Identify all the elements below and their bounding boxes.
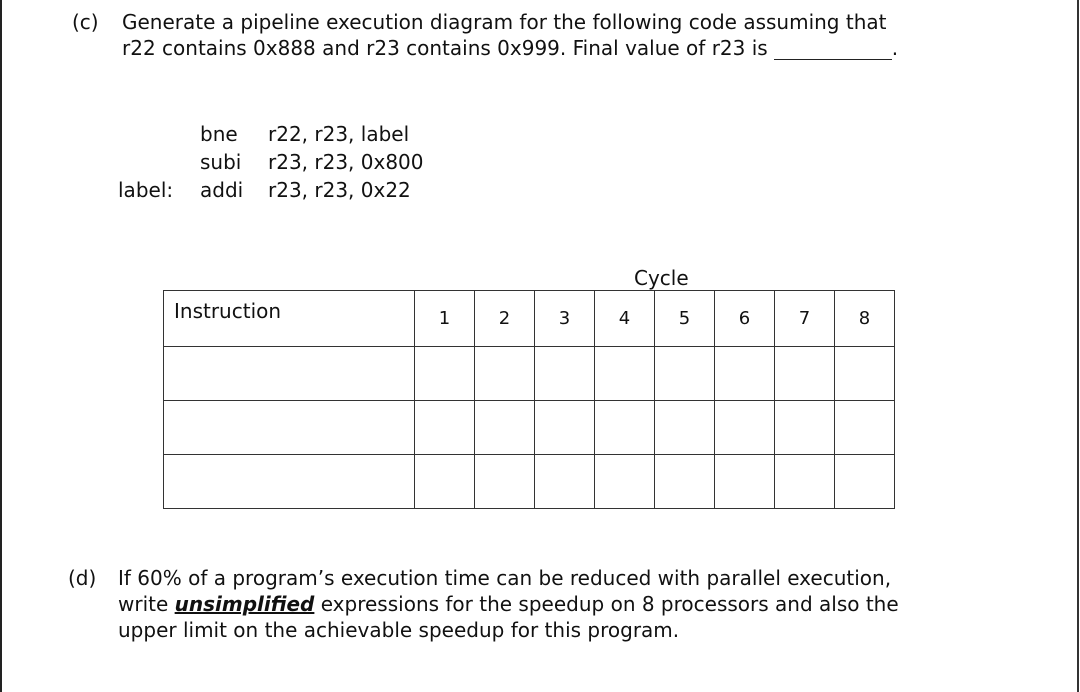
stage-cell[interactable] [595, 347, 655, 401]
question-d-line2 [118, 592, 899, 616]
stage-cell[interactable] [415, 401, 475, 455]
question-c [72, 10, 1032, 60]
instruction-header: Instruction [174, 299, 282, 323]
stage-cell[interactable] [835, 401, 895, 455]
cycle-header: 3 [535, 291, 595, 347]
question-d [68, 566, 1048, 650]
code-args: r23, r23, 0x800 [268, 150, 424, 174]
stage-cell[interactable] [715, 455, 775, 509]
code-block [118, 120, 518, 210]
stage-cell[interactable] [715, 401, 775, 455]
stage-cell[interactable] [415, 347, 475, 401]
stage-cell[interactable] [475, 455, 535, 509]
question-c-line1: Generate a pipeline execution diagram for the following code assuming that [122, 10, 887, 34]
stage-cell[interactable] [475, 401, 535, 455]
question-d-line2-post: expressions for the speedup on 8 processors and also the [314, 592, 899, 616]
stage-cell[interactable] [535, 455, 595, 509]
stage-cell[interactable] [655, 455, 715, 509]
code-op: subi [200, 150, 242, 174]
page-left-border [0, 0, 2, 692]
stage-cell[interactable] [535, 401, 595, 455]
stage-cell[interactable] [715, 347, 775, 401]
cycle-header: 8 [835, 291, 895, 347]
stage-cell[interactable] [775, 401, 835, 455]
question-c-line2-text: r22 contains 0x888 and r23 contains 0x999. Final value of r23 is [122, 36, 768, 60]
stage-cell[interactable] [835, 455, 895, 509]
answer-blank[interactable] [774, 39, 892, 60]
cycle-header: 7 [775, 291, 835, 347]
code-op: bne [200, 122, 238, 146]
page-right-border [1077, 0, 1079, 692]
cycle-header: 5 [655, 291, 715, 347]
code-op: addi [200, 178, 244, 202]
instruction-cell[interactable] [164, 455, 415, 509]
question-d-label: (d) [68, 566, 97, 590]
cycle-header: 6 [715, 291, 775, 347]
table-row [164, 401, 895, 455]
code-args: r22, r23, label [268, 122, 410, 146]
pipeline-table [163, 290, 895, 509]
table-row [164, 455, 895, 509]
question-c-line2-end: . [891, 36, 899, 60]
cycle-title: Cycle [634, 266, 689, 290]
cycle-header: 4 [595, 291, 655, 347]
stage-cell[interactable] [415, 455, 475, 509]
stage-cell[interactable] [835, 347, 895, 401]
stage-cell[interactable] [535, 347, 595, 401]
instruction-cell[interactable] [164, 401, 415, 455]
stage-cell[interactable] [775, 347, 835, 401]
table-row [164, 347, 895, 401]
question-c-line2 [122, 36, 898, 60]
question-d-line3: upper limit on the achievable speedup for this program. [118, 618, 680, 642]
question-d-line1: If 60% of a program’s execution time can be reduced with parallel execution, [118, 566, 892, 590]
instruction-cell[interactable] [164, 347, 415, 401]
stage-cell[interactable] [655, 347, 715, 401]
stage-cell[interactable] [775, 455, 835, 509]
table-header-row [164, 291, 895, 347]
emphasis-unsimplified: unsimplified [174, 592, 315, 616]
code-args: r23, r23, 0x22 [268, 178, 411, 202]
question-c-label: (c) [72, 10, 99, 34]
code-label: label: [118, 178, 174, 202]
stage-cell[interactable] [595, 401, 655, 455]
question-d-line2-pre: write [118, 592, 175, 616]
instruction-header-cell [164, 291, 415, 347]
cycle-header: 1 [415, 291, 475, 347]
stage-cell[interactable] [595, 455, 655, 509]
cycle-header: 2 [475, 291, 535, 347]
stage-cell[interactable] [475, 347, 535, 401]
stage-cell[interactable] [655, 401, 715, 455]
